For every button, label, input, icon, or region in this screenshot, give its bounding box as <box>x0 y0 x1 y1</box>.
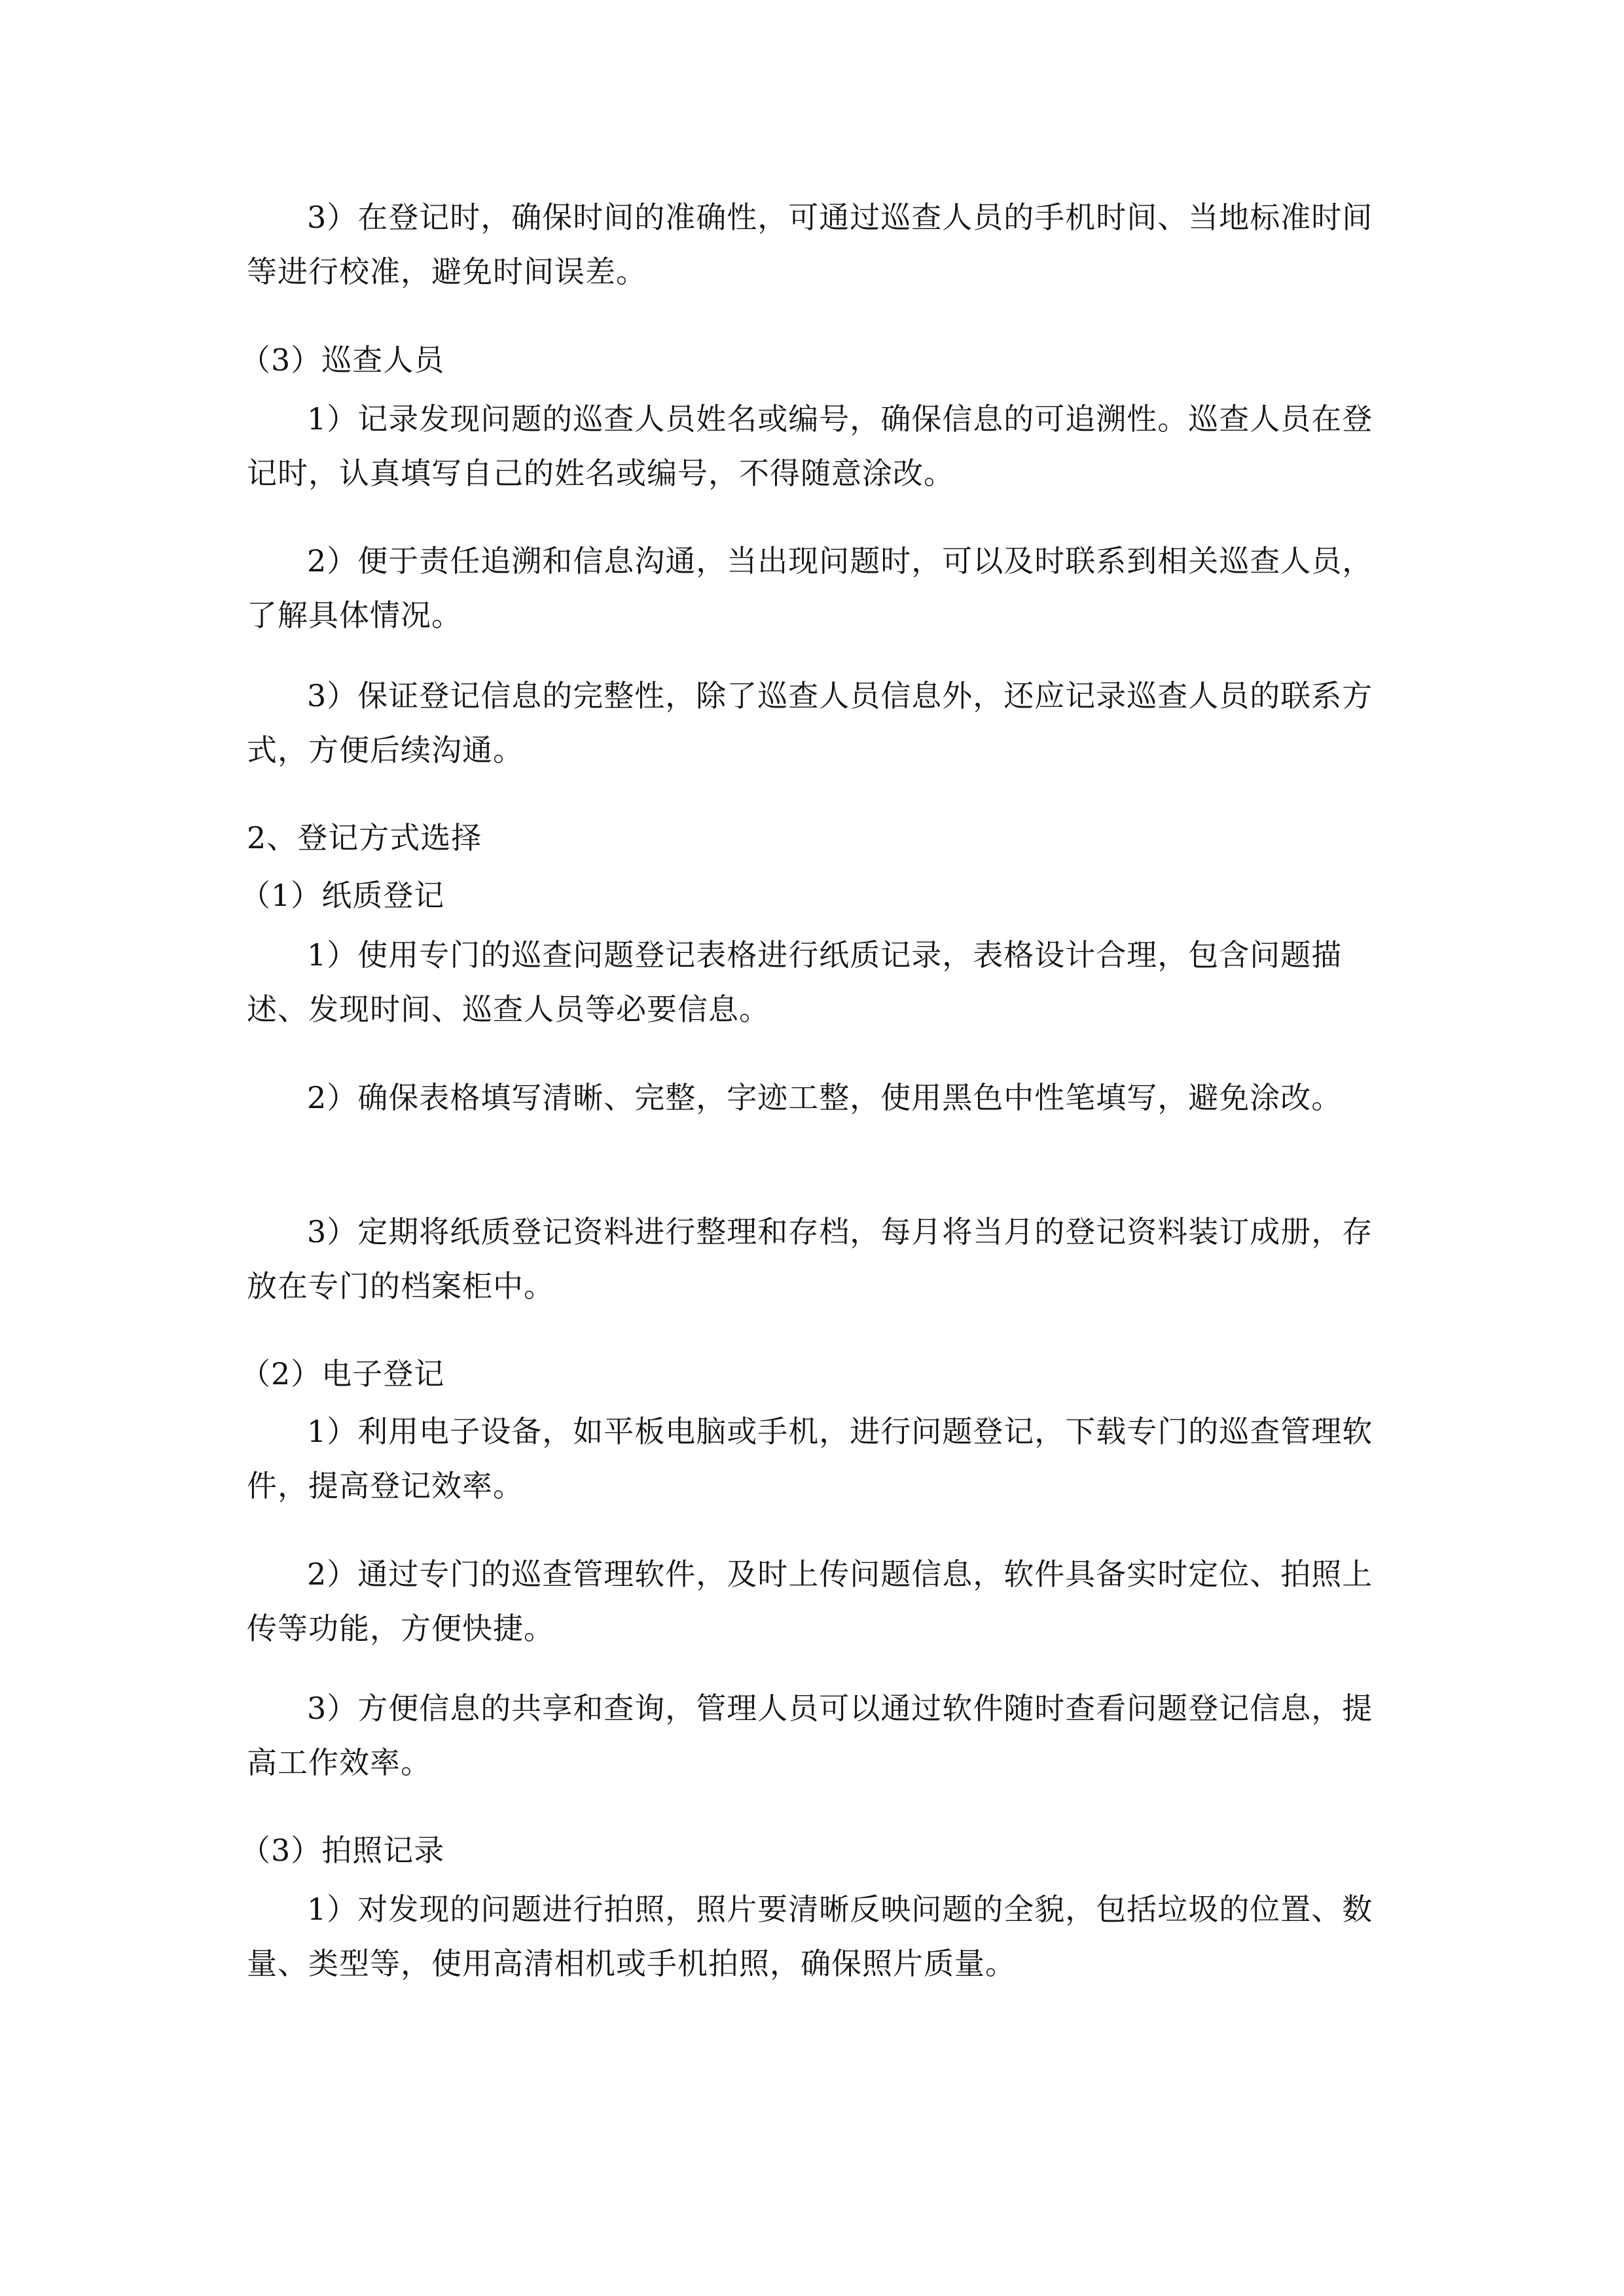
paragraph-upload-software: 2）通过专门的巡查管理软件，及时上传问题信息，软件具备实时定位、拍照上传等功能，方便快捷。 <box>247 1556 1373 1646</box>
paragraph-contact-info: 3）保证登记信息的完整性，除了巡查人员信息外，还应记录巡查人员的联系方式，方便后续沟通。 <box>247 678 1373 768</box>
paragraph-photo-quality: 1）对发现的问题进行拍照，照片要清晰反映问题的全貌，包括垃圾的位置、数量、类型等，使用高清相机或手机拍照，确保照片质量。 <box>247 1892 1373 1981</box>
subheading-paper-registration: （1）纸质登记 <box>240 878 445 913</box>
heading-registration-method: 2、登记方式选择 <box>247 820 482 855</box>
paragraph-paper-forms: 1）使用专门的巡查问题登记表格进行纸质记录，表格设计合理，包含问题描述、发现时间、巡查人员等必要信息。 <box>247 937 1343 1027</box>
paragraph-inspector-name: 1）记录发现问题的巡查人员姓名或编号，确保信息的可追溯性。巡查人员在登记时，认真填写自己的姓名或编号，不得随意涂改。 <box>247 401 1373 491</box>
subheading-inspectors: （3）巡查人员 <box>240 342 445 378</box>
paragraph-electronic-devices: 1）利用电子设备，如平板电脑或手机，进行问题登记，下载专门的巡查管理软件，提高登记效率。 <box>247 1414 1373 1503</box>
paragraph-responsibility-tracing: 2）便于责任追溯和信息沟通，当出现问题时，可以及时联系到相关巡查人员，了解具体情况。 <box>247 543 1373 633</box>
paragraph-form-filling: 2）确保表格填写清晰、完整，字迹工整，使用黑色中性笔填写，避免涂改。 <box>307 1080 1343 1115</box>
paragraph-sharing-query: 3）方便信息的共享和查询，管理人员可以通过软件随时查看问题登记信息，提高工作效率。 <box>247 1691 1373 1780</box>
subheading-electronic-registration: （2）电子登记 <box>240 1356 445 1391</box>
paragraph-archiving: 3）定期将纸质登记资料进行整理和存档，每月将当月的登记资料装订成册，存放在专门的档案柜中。 <box>247 1214 1373 1304</box>
paragraph-time-calibration: 3）在登记时，确保时间的准确性，可通过巡查人员的手机时间、当地标准时间等进行校准，避免时间误差。 <box>247 200 1373 289</box>
subheading-photo-record: （3）拍照记录 <box>240 1833 445 1868</box>
